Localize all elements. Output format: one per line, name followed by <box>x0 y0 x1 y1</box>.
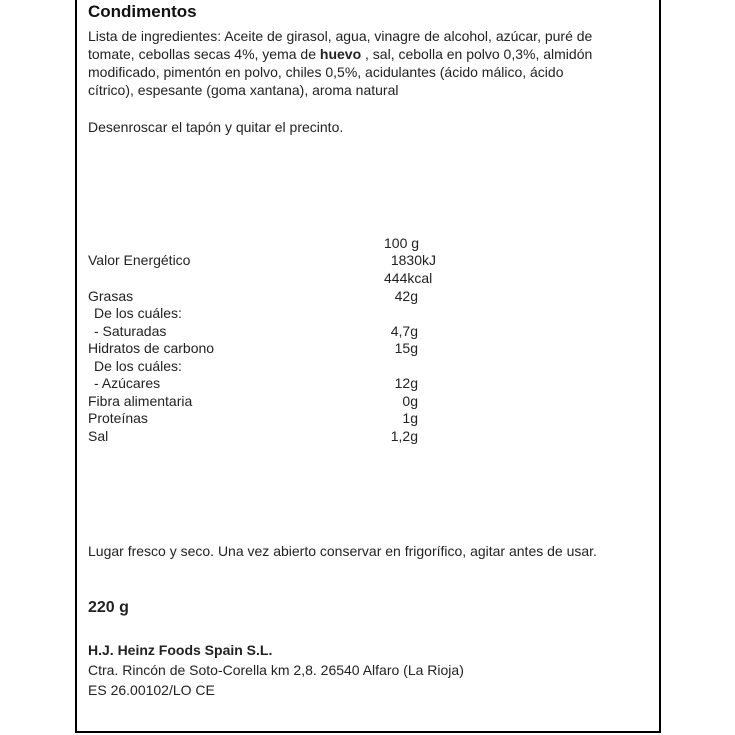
nutrition-label: Hidratos de carbono <box>88 340 215 356</box>
nutrition-label: De los cuáles: <box>94 305 182 321</box>
nutrition-label: - Saturadas <box>94 323 167 339</box>
ingredients-line-2-end: , sal, cebolla en polvo 0,3%, almidón <box>361 46 593 62</box>
nutrition-label: Valor Energético <box>88 252 191 268</box>
nutrition-row-energy <box>88 251 448 269</box>
nutrition-row <box>88 304 448 322</box>
nutrition-row <box>88 339 448 357</box>
nutrition-value: 0g <box>402 393 418 409</box>
nutrition-row <box>88 287 448 305</box>
nutrition-label: - Azúcares <box>94 375 161 391</box>
nutrition-row <box>88 427 448 445</box>
nutrition-row <box>88 322 448 340</box>
ingredients-list <box>88 27 648 99</box>
ingredients-line-2 <box>88 45 648 63</box>
nutrition-value: 15g <box>394 340 418 356</box>
nutrition-label: De los cuáles: <box>94 358 182 374</box>
nutrition-label: Grasas <box>88 288 134 304</box>
nutrition-value: 1g <box>402 410 418 426</box>
nutrition-header: 100 g <box>384 235 420 251</box>
nutrition-value: 12g <box>394 375 418 391</box>
nutrition-value-kcal: 444kcal <box>384 270 433 286</box>
nutrition-row <box>88 357 448 375</box>
nutrition-row <box>88 392 448 410</box>
ingredients-line-2-start: tomate, cebollas secas 4%, yema de <box>88 46 320 62</box>
nutrition-value: 1,2g <box>390 428 418 444</box>
nutrition-value-kj: 1830kJ <box>390 252 436 268</box>
nutrition-row <box>88 374 448 392</box>
allergen-egg: huevo <box>319 46 362 62</box>
nutrition-label: Sal <box>88 428 109 444</box>
nutrition-value: 42g <box>394 288 418 304</box>
nutrition-label: Proteínas <box>88 410 148 426</box>
ingredients-line-4: cítrico), espesante (goma xantana), aroma natural <box>88 82 399 98</box>
nutrition-label: Fibra alimentaria <box>88 393 193 409</box>
page-title: Condimentos <box>88 2 197 21</box>
nutrition-value: 4,7g <box>390 323 418 339</box>
company-name: H.J. Heinz Foods Spain S.L. <box>88 642 273 658</box>
storage-instructions: Lugar fresco y seco. Una vez abierto conservar en frigorífico, agitar antes de usar. <box>88 543 597 559</box>
company-address: Ctra. Rincón de Soto-Corella km 2,8. 26540 Alfaro (La Rioja) <box>88 662 464 678</box>
health-registry: ES 26.00102/LO CE <box>88 682 215 698</box>
ingredients-line-3: modificado, pimentón en polvo, chiles 0,5%, acidulantes (ácido málico, ácido <box>88 64 564 80</box>
usage-instructions: Desenroscar el tapón y quitar el precinto. <box>88 119 344 135</box>
nutrition-row <box>88 409 448 427</box>
ingredients-line-1: Lista de ingredientes: Aceite de girasol, agua, vinagre de alcohol, azúcar, puré de <box>88 28 593 44</box>
net-weight: 220 g <box>88 599 129 616</box>
